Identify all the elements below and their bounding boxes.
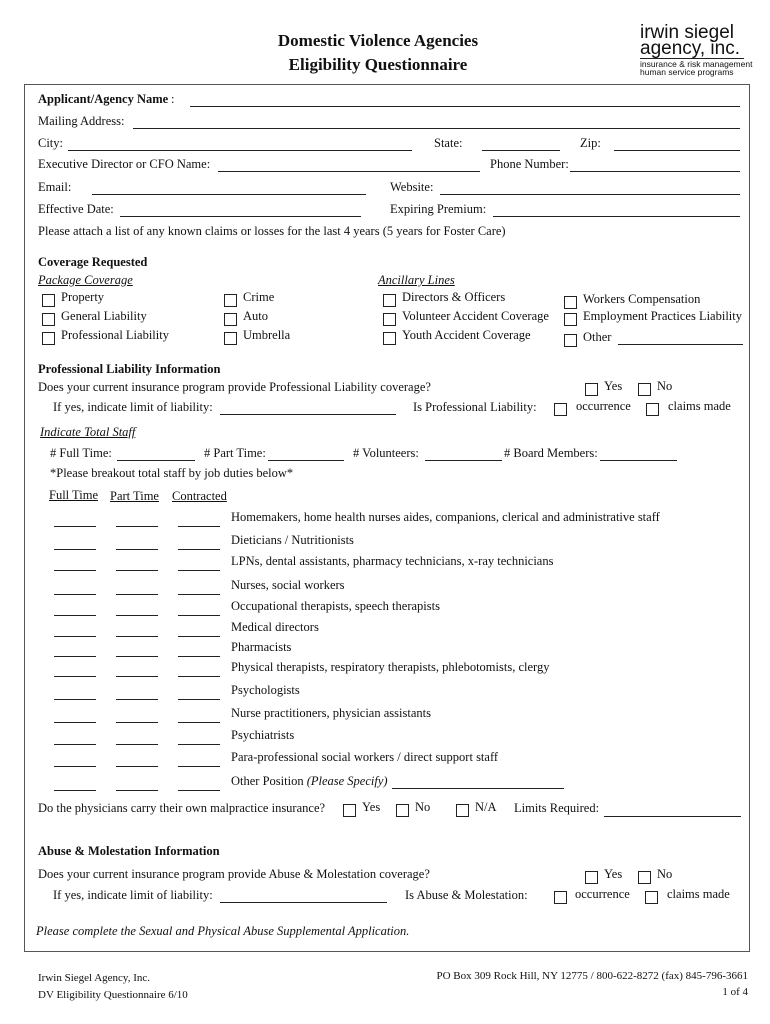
prof-yes-label: Yes: [604, 379, 623, 393]
job-duty-label: Physical therapists, respiratory therapists, phlebotomists, clergy: [231, 660, 550, 674]
abuse-limit-label: If yes, indicate limit of liability:: [53, 888, 213, 902]
professional-liability-label: Professional Liability: [61, 328, 169, 342]
abuse-limit-field[interactable]: [220, 902, 387, 903]
prof-no-checkbox[interactable]: [638, 383, 651, 396]
prof-occurrence-checkbox[interactable]: [554, 403, 567, 416]
phys-no-label: No: [415, 800, 431, 814]
umbrella-label: Umbrella: [243, 328, 291, 342]
footer-address: PO Box 309 Rock Hill, NY 12775 / 800-622-8272 (fax) 845-796-3661: [436, 970, 748, 982]
limits-required-label: Limits Required:: [514, 801, 600, 815]
agency-name-colon: :: [171, 92, 175, 106]
directors-officers-checkbox[interactable]: [383, 294, 396, 307]
website-field[interactable]: [440, 194, 740, 195]
board-members-label: # Board Members:: [504, 446, 598, 460]
exec-director-field[interactable]: [218, 171, 480, 172]
job-duty-label: Homemakers, home health nurses aides, companions, clerical and administrative staff: [231, 510, 660, 524]
job-duty-label: Nurses, social workers: [231, 578, 345, 592]
mailing-address-label: Mailing Address:: [38, 114, 125, 128]
auto-checkbox[interactable]: [224, 313, 237, 326]
job-duty-label: Dieticians / Nutritionists: [231, 533, 354, 547]
property-checkbox[interactable]: [42, 294, 55, 307]
duty-part-time-field[interactable]: [116, 790, 158, 791]
duty-part-time-field[interactable]: [116, 722, 158, 723]
other-coverage-checkbox[interactable]: [564, 334, 577, 347]
duty-part-time-field[interactable]: [116, 594, 158, 595]
other-position-field[interactable]: [392, 788, 564, 789]
job-duty-label: Pharmacists: [231, 640, 292, 654]
form-title-line1: Domestic Violence Agencies: [277, 31, 479, 50]
volunteers-label: # Volunteers:: [353, 446, 419, 460]
abuse-question: Does your current insurance program provide Abuse & Molestation coverage?: [38, 867, 430, 881]
abuse-claims-made-label: claims made: [667, 887, 730, 901]
agency-name-label: Applicant/Agency Name: [38, 92, 169, 106]
mailing-address-field[interactable]: [133, 128, 740, 129]
professional-liability-checkbox[interactable]: [42, 332, 55, 345]
phys-yes-label: Yes: [362, 800, 381, 814]
duty-part-time-field[interactable]: [116, 656, 158, 657]
duty-full-time-field[interactable]: [54, 526, 96, 527]
package-coverage-heading: Package Coverage: [38, 273, 133, 287]
duty-part-time-field[interactable]: [116, 636, 158, 637]
expiring-premium-label: Expiring Premium:: [390, 202, 487, 216]
phys-yes-checkbox[interactable]: [343, 804, 356, 817]
effective-date-field[interactable]: [120, 216, 361, 217]
job-duty-label: Para-professional social workers / direct support staff: [231, 750, 499, 764]
duty-part-time-field[interactable]: [116, 766, 158, 767]
state-field[interactable]: [482, 150, 560, 151]
crime-checkbox[interactable]: [224, 294, 237, 307]
duty-part-time-field[interactable]: [116, 526, 158, 527]
directors-officers-label: Directors & Officers: [402, 290, 506, 304]
duty-part-time-field[interactable]: [116, 744, 158, 745]
email-field[interactable]: [92, 194, 366, 195]
duty-full-time-field[interactable]: [54, 615, 96, 616]
physicians-question: Do the physicians carry their own malpractice insurance?: [38, 801, 326, 815]
duty-part-time-field[interactable]: [116, 615, 158, 616]
duty-full-time-field[interactable]: [54, 656, 96, 657]
breakout-note: *Please breakout total staff by job duties below*: [50, 466, 294, 480]
general-liability-checkbox[interactable]: [42, 313, 55, 326]
duty-contracted-field[interactable]: [178, 594, 220, 595]
duty-full-time-field[interactable]: [54, 549, 96, 550]
full-time-field[interactable]: [117, 460, 195, 461]
employment-practices-label: Employment Practices Liability: [583, 309, 742, 323]
duty-contracted-field[interactable]: [178, 526, 220, 527]
footer-company: Irwin Siegel Agency, Inc.: [38, 972, 151, 984]
state-label: State:: [434, 136, 463, 150]
part-time-label: # Part Time:: [204, 446, 266, 460]
duty-contracted-field[interactable]: [178, 570, 220, 571]
general-liability-label: General Liability: [61, 309, 147, 323]
duty-full-time-field[interactable]: [54, 636, 96, 637]
prof-yes-checkbox[interactable]: [585, 383, 598, 396]
phys-no-checkbox[interactable]: [396, 804, 409, 817]
city-label: City:: [38, 136, 64, 150]
zip-field[interactable]: [614, 150, 740, 151]
duty-contracted-field[interactable]: [178, 636, 220, 637]
other-coverage-field[interactable]: [618, 344, 743, 345]
duty-contracted-field[interactable]: [178, 615, 220, 616]
total-staff-heading: Indicate Total Staff: [40, 425, 136, 439]
abuse-type-label: Is Abuse & Molestation:: [405, 888, 528, 902]
other-position-text: Other Position: [231, 774, 304, 788]
prof-claims-made-checkbox[interactable]: [646, 403, 659, 416]
professional-liability-question: Does your current insurance program provide Professional Liability coverage?: [38, 380, 431, 394]
duty-full-time-field[interactable]: [54, 722, 96, 723]
effective-date-label: Effective Date:: [38, 202, 114, 216]
col-contracted-header: Contracted: [172, 489, 227, 503]
footer-form-id: DV Eligibility Questionnaire 6/10: [38, 989, 188, 1001]
abuse-no-checkbox[interactable]: [638, 871, 651, 884]
duty-full-time-field[interactable]: [54, 676, 96, 677]
col-part-time-header: Part Time: [110, 489, 159, 503]
duty-full-time-field[interactable]: [54, 744, 96, 745]
duty-contracted-field[interactable]: [178, 744, 220, 745]
claims-note: Please attach a list of any known claims or losses for the last 4 years (5 years for Foster Care): [38, 224, 506, 238]
workers-comp-checkbox[interactable]: [564, 296, 577, 309]
job-duty-label: Psychologists: [231, 683, 300, 697]
auto-label: Auto: [243, 309, 268, 323]
abuse-yes-checkbox[interactable]: [585, 871, 598, 884]
volunteer-accident-label: Volunteer Accident Coverage: [402, 309, 549, 323]
city-field[interactable]: [68, 150, 412, 151]
full-time-label: # Full Time:: [50, 446, 112, 460]
abuse-occurrence-checkbox[interactable]: [554, 891, 567, 904]
crime-label: Crime: [243, 290, 275, 304]
other-position-specify: (Please Specify): [306, 774, 388, 788]
other-coverage-label: Other: [583, 330, 612, 344]
abuse-yes-label: Yes: [604, 867, 623, 881]
duty-part-time-field[interactable]: [116, 549, 158, 550]
duty-full-time-field[interactable]: [54, 594, 96, 595]
phone-field[interactable]: [570, 171, 740, 172]
footer-page-number: 1 of 4: [722, 986, 748, 998]
prof-limit-field[interactable]: [220, 414, 396, 415]
duty-contracted-field[interactable]: [178, 676, 220, 677]
expiring-premium-field[interactable]: [493, 216, 740, 217]
abuse-heading: Abuse & Molestation Information: [38, 844, 220, 858]
duty-full-time-field[interactable]: [54, 790, 96, 791]
duty-contracted-field[interactable]: [178, 699, 220, 700]
duty-part-time-field[interactable]: [116, 570, 158, 571]
job-duty-label: Nurse practitioners, physician assistants: [231, 706, 431, 720]
logo-line2: agency, inc.: [640, 38, 740, 59]
ancillary-lines-heading: Ancillary Lines: [378, 273, 455, 287]
col-full-time-header: Full Time: [49, 488, 98, 502]
youth-accident-checkbox[interactable]: [383, 332, 396, 345]
email-label: Email:: [38, 180, 72, 194]
duty-part-time-field[interactable]: [116, 699, 158, 700]
website-label: Website:: [390, 180, 434, 194]
duty-contracted-field[interactable]: [178, 549, 220, 550]
board-members-field[interactable]: [600, 460, 677, 461]
volunteer-accident-checkbox[interactable]: [383, 313, 396, 326]
job-duty-label: LPNs, dental assistants, pharmacy technicians, x-ray technicians: [231, 554, 554, 568]
abuse-no-label: No: [657, 867, 673, 881]
duty-full-time-field[interactable]: [54, 699, 96, 700]
limits-required-field[interactable]: [604, 816, 741, 817]
duty-full-time-field[interactable]: [54, 570, 96, 571]
prof-limit-label: If yes, indicate limit of liability:: [53, 400, 213, 414]
duty-full-time-field[interactable]: [54, 766, 96, 767]
duty-contracted-field[interactable]: [178, 766, 220, 767]
job-duty-label: Medical directors: [231, 620, 319, 634]
professional-liability-heading: Professional Liability Information: [38, 362, 221, 376]
umbrella-checkbox[interactable]: [224, 332, 237, 345]
logo-line3: insurance & risk management: [640, 59, 753, 69]
zip-label: Zip:: [580, 136, 601, 150]
abuse-occurrence-label: occurrence: [575, 887, 630, 901]
employment-practices-checkbox[interactable]: [564, 313, 577, 326]
workers-comp-label: Workers Compensation: [583, 292, 701, 306]
job-duty-label: Occupational therapists, speech therapists: [231, 599, 440, 613]
coverage-heading: Coverage Requested: [38, 255, 148, 269]
phone-label: Phone Number:: [490, 157, 569, 171]
part-time-field[interactable]: [268, 460, 344, 461]
exec-director-label: Executive Director or CFO Name:: [38, 157, 211, 171]
agency-name-field[interactable]: [190, 106, 740, 107]
logo-line4: human service programs: [640, 67, 734, 77]
prof-type-label: Is Professional Liability:: [413, 400, 537, 414]
prof-occurrence-label: occurrence: [576, 399, 631, 413]
duty-part-time-field[interactable]: [116, 676, 158, 677]
youth-accident-label: Youth Accident Coverage: [402, 328, 531, 342]
other-position-label: [231, 774, 388, 789]
abuse-claims-made-checkbox[interactable]: [645, 891, 658, 904]
duty-contracted-field[interactable]: [178, 656, 220, 657]
property-label: Property: [61, 290, 105, 304]
phys-na-label: N/A: [475, 800, 497, 814]
form-title-line2: Eligibility Questionnaire: [288, 55, 468, 74]
supplemental-note: Please complete the Sexual and Physical Abuse Supplemental Application.: [36, 924, 410, 938]
volunteers-field[interactable]: [425, 460, 502, 461]
duty-contracted-field[interactable]: [178, 722, 220, 723]
phys-na-checkbox[interactable]: [456, 804, 469, 817]
logo-line1: irwin siegel: [640, 22, 734, 43]
prof-claims-made-label: claims made: [668, 399, 731, 413]
prof-no-label: No: [657, 379, 673, 393]
duty-contracted-field[interactable]: [178, 790, 220, 791]
job-duty-label: Psychiatrists: [231, 728, 295, 742]
